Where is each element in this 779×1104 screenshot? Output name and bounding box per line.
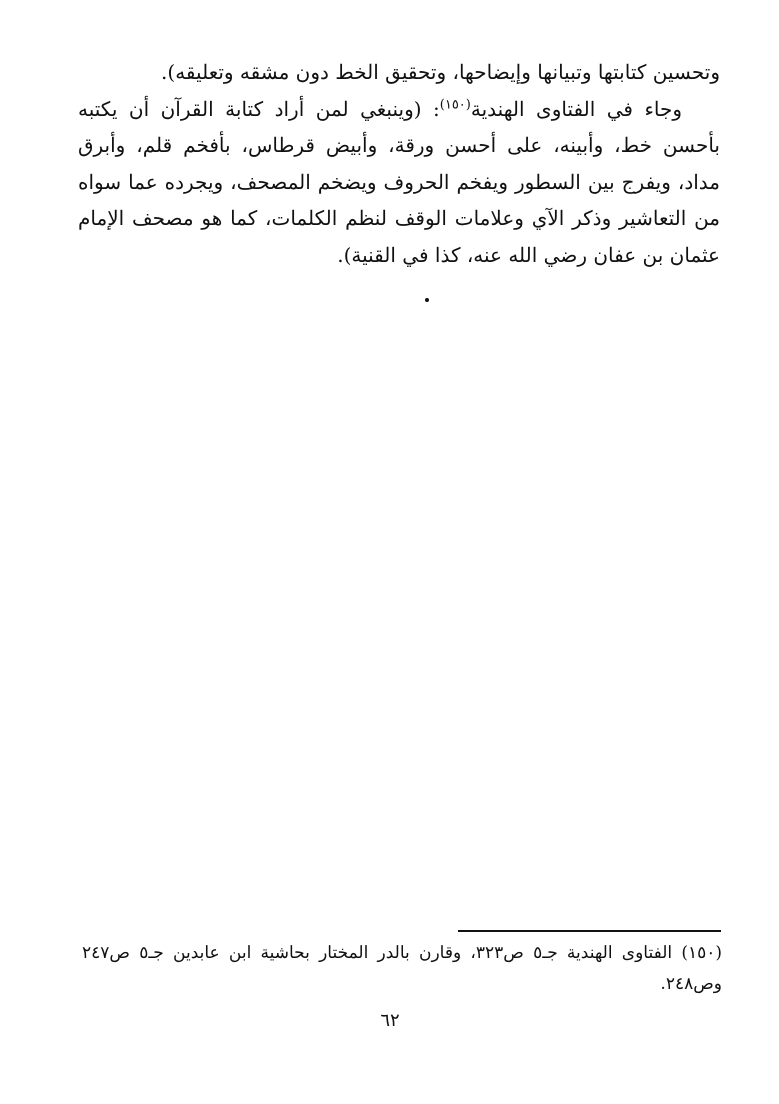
- page-number: ٦٢: [380, 1010, 400, 1031]
- paragraph-2-lead: وجاء في الفتاوى الهندية: [470, 96, 682, 121]
- footnote-reference[interactable]: (١٥٠): [439, 96, 471, 112]
- footnote: (١٥٠) الفتاوى الهندية جـ٥ ص٣٢٣، وقارن بالدر المختار بحاشية ابن عابدين جـ٥ ص٢٤٧ وص٢٤٨.: [82, 943, 722, 994]
- main-text: [78, 54, 720, 273]
- paragraph-1: وتحسين كتابتها وتبيانها وإيضاحها، وتحقيق الخط دون مشقه وتعليقه).: [161, 60, 720, 84]
- footnote-separator: [458, 930, 721, 932]
- paragraph-2: [78, 91, 720, 274]
- stray-ink-mark: [425, 298, 429, 302]
- paragraph-2-quote: : (وينبغي لمن أراد كتابة القرآن أن يكتبه بأحسن خط، وأبينه، على أحسن ورقة، وأبيض قرطاس، بأفخم قلم، وأبرق مداد، ويفرج بين السطور ويفخم الحروف ويضخم المصحف، ويجرده عما سواه من التعاشير وذكر الآي وعلامات الوقف لنظم الكلمات، كما هو مصحف الإمام عثمان بن عفان رضي الله عنه، كذا في القنية).: [78, 96, 721, 267]
